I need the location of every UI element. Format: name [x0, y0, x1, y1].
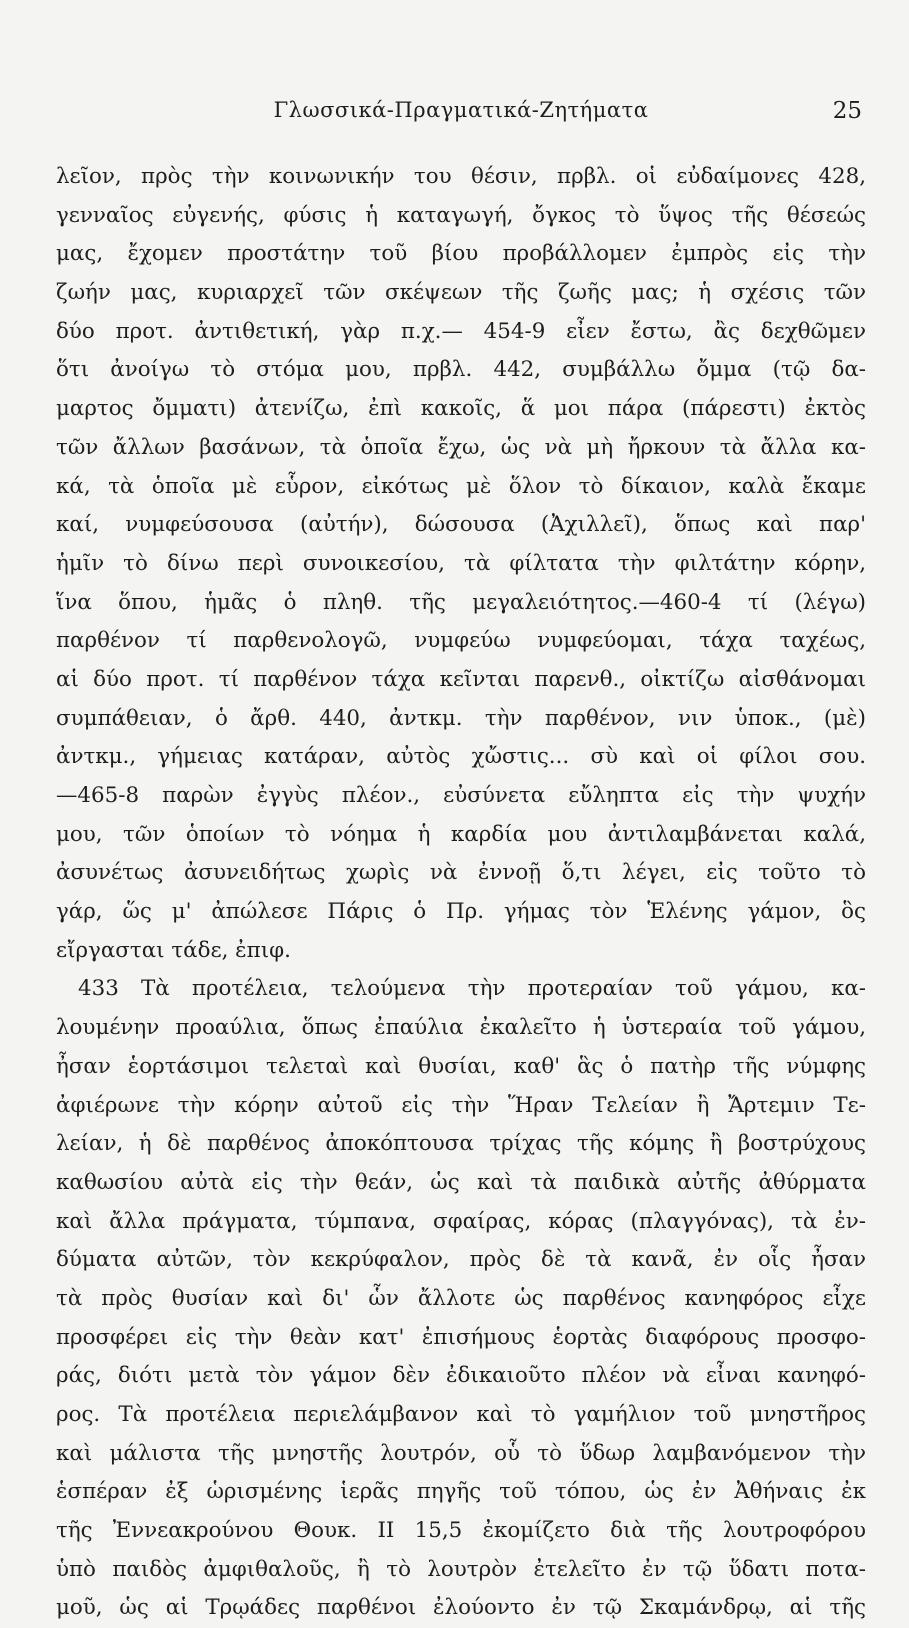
text-line: δύματα αὐτῶν, τὸν κεκρύφαλον, πρὸς δὲ τὰ κανᾶ, ἐν οἷς ἦσαν: [56, 1247, 866, 1273]
text-line: ἑσπέραν ἐξ ὡρισμένης ἱερᾶς πηγῆς τοῦ τόπου, ὡς ἐν Ἀθήναις ἐκ: [56, 1479, 866, 1505]
text-line: μαρτος ὄμματι) ἀτενίζω, ἐπὶ κακοῖς, ἅ μοι πάρα (πάρεστι) ἐκτὸς: [56, 396, 866, 422]
text-line: γάρ, ὥς μ' ἀπώλεσε Πάρις ὁ Πρ. γήμας τὸν Ἑλένης γάμον, ὃς: [56, 899, 866, 925]
text-line: ἡμῖν τὸ δίνω περὶ συνοικεσίου, τὰ φίλτατα τὴν φιλτάτην κόρην,: [56, 550, 866, 576]
text-line: ράς, διότι μετὰ τὸν γάμον δὲν ἐδικαιοῦτο πλέον νὰ εἶναι κανηφό-: [56, 1363, 866, 1389]
text-line: συμπάθειαν, ὁ ἄρθ. 440, ἀντκμ. τὴν παρθένον, νιν ὑποκ., (μὲ): [56, 705, 866, 731]
text-line: λείαν, ἡ δὲ παρθένος ἀποκόπτουσα τρίχας τῆς κόμης ἢ βοστρύχους: [56, 1131, 866, 1157]
text-line: καὶ ἄλλα πράγματα, τύμπανα, σφαίρας, κόρας (πλαγγόνας), τὰ ἐν-: [56, 1208, 866, 1234]
text-line: παρθένον τί παρθενολογῶ, νυμφεύω νυμφεύομαι, τάχα ταχέως,: [56, 628, 866, 654]
text-line: μου, τῶν ὁποίων τὸ νόημα ἡ καρδία μου ἀντιλαμβάνεται καλά,: [56, 821, 866, 847]
text-line: καί, νυμφεύσουσα (αὐτήν), δώσουσα (Ἀχιλλεῖ), ὅπως καὶ παρ': [56, 512, 866, 538]
text-line: ὑπὸ παιδὸς ἀμφιθαλοῦς, ἢ τὸ λουτρὸν ἐτελεῖτο ἐν τῷ ὕδατι ποτα-: [56, 1556, 866, 1582]
text-line: ἀφιέρωνε τὴν κόρην αὐτοῦ εἰς τὴν Ἥραν Τελείαν ἢ Ἄρτεμιν Τε-: [56, 1092, 866, 1118]
text-line: λεῖον, πρὸς τὴν κοινωνικήν του θέσιν, πρβλ. οἱ εὐδαίμονες 428,: [56, 164, 866, 189]
page-header: [60, 98, 862, 128]
text-line: —465-8 παρὼν ἐγγὺς πλέον., εὐσύνετα εὔληπτα εἰς τὴν ψυχήν: [56, 783, 866, 808]
text-line: ἵνα ὅπου, ἡμᾶς ὁ πληθ. τῆς μεγαλειότητος.—460-4 τί (λέγω): [56, 589, 866, 615]
text-line: αἱ δύο προτ. τί παρθένον τάχα κεῖνται παρενθ., οἰκτίζω αἰσθάνομαι: [56, 666, 866, 692]
text-line: καθωσίου αὐτὰ εἰς τὴν θεάν, ὡς καὶ τὰ παιδικὰ αὐτῆς ἀθύρματα: [56, 1169, 866, 1195]
text-line: ὅτι ἀνοίγω τὸ στόμα μου, πρβλ. 442, συμβάλλω ὄμμα (τῷ δα-: [56, 357, 866, 383]
text-line: τῶν ἄλλων βασάνων, τὰ ὁποῖα ἔχω, ὡς νὰ μὴ ἤρκουν τὰ ἄλλα κα-: [56, 434, 866, 460]
paragraph-start-line: 433 Τὰ προτέλεια, τελούμενα τὴν προτεραίαν τοῦ γάμου, κα-: [78, 976, 866, 1002]
text-line: ἀσυνέτως ἀσυνειδήτως χωρὶς νὰ ἐννοῇ ὅ,τι λέγει, εἰς τοῦτο τὸ: [56, 860, 866, 886]
text-line: δύο προτ. ἀντιθετική, γὰρ π.χ.— 454-9 εἶεν ἔστω, ἂς δεχθῶμεν: [56, 318, 866, 344]
text-line: ἀντκμ., γήμειας κατάραν, αὐτὸς χὤστις... σὺ καὶ οἱ φίλοι σου.: [56, 744, 866, 770]
text-line: ρος. Τὰ προτέλεια περιελάμβανον καὶ τὸ γαμήλιον τοῦ μνηστῆρος: [56, 1402, 866, 1427]
text-line: ζωήν μας, κυριαρχεῖ τῶν σκέψεων τῆς ζωῆς μας; ἡ σχέσις τῶν: [56, 280, 866, 306]
text-line: τὰ πρὸς θυσίαν καὶ δι' ὧν ἄλλοτε ὡς παρθένος κανηφόρος εἶχε: [56, 1285, 866, 1311]
text-line: εἴργασται τάδε, ἐπιφ.: [56, 937, 291, 963]
running-title: Γλωσσικά-Πραγματικά-Ζητήματα: [273, 98, 649, 122]
body-text: [56, 158, 866, 1628]
text-line: μας, ἔχομεν προστάτην τοῦ βίου προβάλλομεν ἐμπρὸς εἰς τὴν: [56, 241, 866, 267]
text-line: λουμένην προαύλια, ὅπως ἐπαύλια ἐκαλεῖτο ἡ ὑστεραία τοῦ γάμου,: [56, 1015, 866, 1041]
text-line: ἦσαν ἑορτάσιμοι τελεταὶ καὶ θυσίαι, καθ' ἃς ὁ πατὴρ τῆς νύμφης: [56, 1053, 866, 1079]
text-line: μοῦ, ὡς αἱ Τρῳάδες παρθένοι ἐλούοντο ἐν τῷ Σκαμάνδρῳ, αἱ τῆς: [56, 1595, 866, 1621]
text-line: προσφέρει εἰς τὴν θεὰν κατ' ἐπισήμους ἑορτὰς διαφόρους προσφο-: [56, 1324, 866, 1350]
text-line: τῆς Ἐννεακρούνου Θουκ. II 15,5 ἐκομίζετο διὰ τῆς λουτροφόρου: [56, 1518, 866, 1544]
text-line: κά, τὰ ὁποῖα μὲ εὗρον, εἰκότως μὲ ὅλον τὸ δίκαιον, καλὰ ἔκαμε: [56, 473, 866, 499]
text-line: γενναῖος εὐγενής, φύσις ἡ καταγωγή, ὄγκος τὸ ὕψος τῆς θέσεώς: [56, 202, 866, 228]
page-number: 25: [832, 98, 862, 124]
text-line: καὶ μάλιστα τῆς μνηστῆς λουτρόν, οὗ τὸ ὕδωρ λαμβανόμενον τὴν: [56, 1440, 866, 1466]
